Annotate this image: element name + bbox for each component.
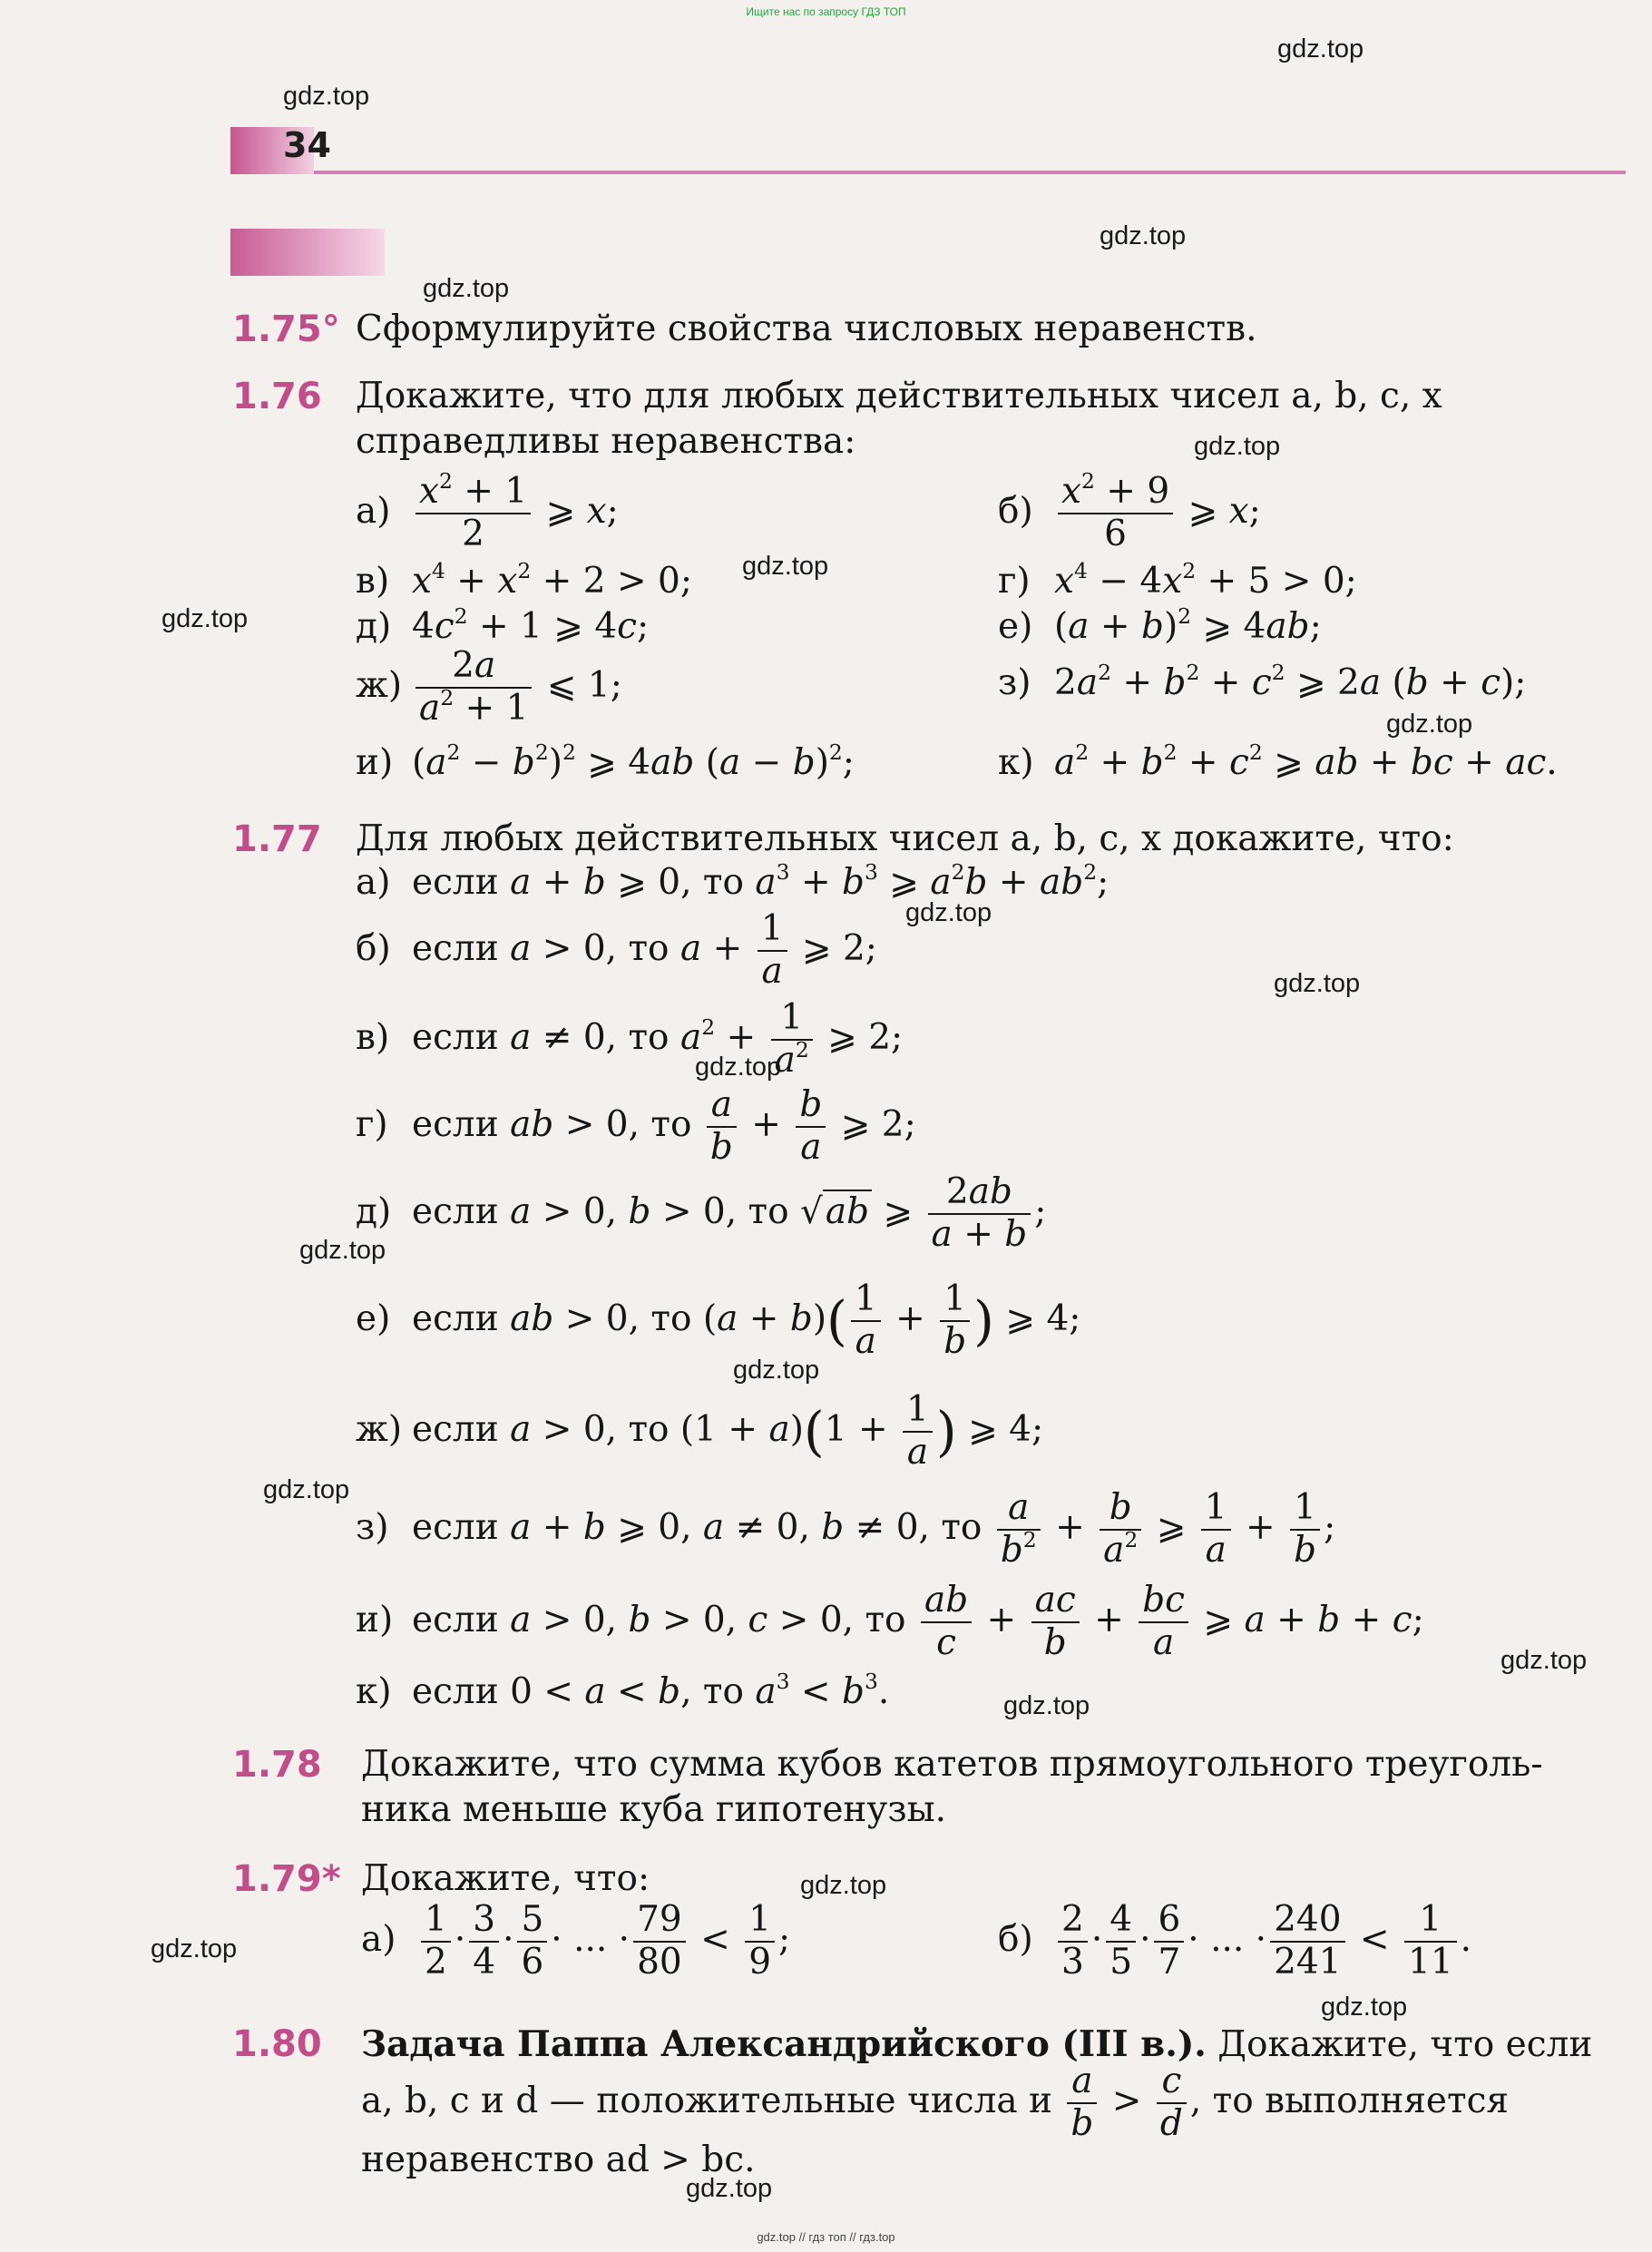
inequality-1-76-e: е) $(a + b)^2$ ⩾ 4ab;	[998, 603, 1322, 647]
inequality-1-76-d: д) $4c^2 + 1$ ⩾ 4c;	[356, 603, 650, 647]
watermark: gdz.top	[151, 1934, 238, 1963]
inequality-1-76-z: з) $2a^2 + b^2 + c^2$ ⩾ 2a (b + c);	[998, 660, 1527, 703]
problem-number-1-75: 1.75°	[232, 308, 340, 350]
statement-1-77-zh: ж) если a > 0, то (1 + a)(1 + $\frac{1}{a}$ ) ⩾ 4;	[356, 1389, 1044, 1473]
watermark: gdz.top	[742, 552, 829, 581]
header-rule	[314, 171, 1626, 174]
watermark: gdz.top	[423, 274, 510, 303]
section-color-bar	[230, 229, 385, 276]
top-note: Ищите нас по запросу ГДЗ ТОП	[746, 5, 906, 18]
watermark: gdz.top	[263, 1475, 350, 1504]
watermark: gdz.top	[1274, 969, 1361, 998]
watermark: gdz.top	[733, 1356, 820, 1385]
statement-1-77-a: а) если a + b ⩾ 0, то $a^3 + b^3$ ⩾ $a^2b + ab^2$;	[356, 859, 1109, 903]
problem-number-1-78: 1.78	[232, 1744, 322, 1786]
watermark: gdz.top	[695, 1053, 782, 1082]
watermark: gdz.top	[1277, 34, 1364, 64]
watermark: gdz.top	[1386, 710, 1473, 739]
watermark: gdz.top	[1100, 221, 1187, 250]
inequality-1-76-zh: ж) $\frac{2a}{a^2 + 1}$ ⩽ 1;	[356, 645, 622, 729]
inequality-1-76-a: а) $\frac{x^2 + 1}{2}$ ⩾ x;	[356, 468, 619, 554]
watermark: gdz.top	[1321, 1993, 1408, 2022]
watermark: gdz.top	[800, 1871, 887, 1900]
inequality-1-79-a: а) $\frac{1}{2}$ · $\frac{3}{4}$ · $\frac{5}{6}$ · ... · $\frac{79}{80}$ < $\frac{1}{9}$ ;	[361, 1899, 791, 1983]
bottom-note: gdz.top // гдз топ // гдз.top	[757, 2230, 895, 2244]
statement-1-77-b: б) если a > 0, то a + $\frac{1}{a}$ ⩾ 2;	[356, 908, 877, 992]
problem-text-1-76-line1: Докажите, что для любых действительных чисел a, b, c, x	[356, 376, 1442, 416]
problem-text-1-76-line2: справедливы неравенства:	[356, 421, 856, 462]
problem-number-1-79: 1.79*	[232, 1858, 341, 1900]
watermark: gdz.top	[299, 1236, 386, 1265]
problem-number-1-77: 1.77	[232, 818, 322, 860]
problem-text-1-77: Для любых действительных чисел a, b, c, x докажите, что:	[356, 818, 1454, 859]
inequality-1-79-b: б) $\frac{2}{3}$ · $\frac{4}{5}$ · $\frac{6}{7}$ · ... · $\frac{240}{241}$ < $\frac{1}{11}$ .	[998, 1899, 1472, 1983]
inequality-1-76-k: к) $a^2 + b^2 + c^2$ ⩾ ab + bc + ac.	[998, 739, 1558, 783]
header-bar	[230, 127, 1628, 174]
problem-text-1-78-line2: ника меньше куба гипотенузы.	[361, 1789, 947, 1830]
watermark: gdz.top	[905, 898, 992, 927]
watermark: gdz.top	[1500, 1646, 1588, 1675]
problem-number-1-76: 1.76	[232, 376, 322, 417]
inequality-1-76-i: и) $(a^2 - b^2)^2$ ⩾ 4ab $(a - b)^2$;	[356, 739, 855, 783]
problem-text-1-78-line1: Докажите, что сумма кубов катетов прямоугольного треуголь-	[361, 1744, 1543, 1785]
watermark: gdz.top	[283, 82, 370, 111]
statement-1-77-e: е) если ab > 0, то (a + b)( $\frac{1}{a}$ + $\frac{1}{b}$ ) ⩾ 4;	[356, 1278, 1081, 1362]
watermark: gdz.top	[686, 2174, 773, 2203]
watermark: gdz.top	[161, 604, 249, 633]
statement-1-77-i: и) если a > 0, b > 0, c > 0, то $\frac{ab}{c}$ + $\frac{ac}{b}$ + $\frac{bc}{a}$ ⩾ a + b + c;	[356, 1580, 1424, 1663]
watermark: gdz.top	[1003, 1691, 1090, 1720]
problem-text-1-79: Докажите, что:	[361, 1858, 650, 1899]
statement-1-77-v: в) если a ≠ 0, то $a^2$ + $\frac{1}{a^2}$ ⩾ 2;	[356, 997, 904, 1081]
problem-1-80-title: Задача Паппа Александрийского (III в.).	[361, 2023, 1207, 2065]
problem-text-1-80-line2: a, b, c и d — положительные числа и $\frac{a}{b}$ > $\frac{c}{d}$ , то выполняется	[361, 2061, 1510, 2144]
problem-text-1-75: Сформулируйте свойства числовых неравенств.	[356, 308, 1257, 349]
statement-1-77-g: г) если ab > 0, то $\frac{a}{b}$ + $\frac{b}{a}$ ⩾ 2;	[356, 1084, 916, 1168]
inequality-1-76-g: г) $x^4 - 4x^2 + 5 > 0$;	[998, 558, 1357, 602]
watermark: gdz.top	[1194, 432, 1281, 461]
statement-1-77-k: к) если 0 < a < b, то $a^3 < b^3$.	[356, 1669, 890, 1712]
inequality-1-76-b: б) $\frac{x^2 + 9}{6}$ ⩾ x;	[998, 468, 1261, 554]
problem-text-1-80-line1: Задача Паппа Александрийского (III в.). Докажите, что если	[361, 2023, 1593, 2065]
problem-number-1-80: 1.80	[232, 2023, 322, 2065]
page-number: 34	[283, 125, 331, 165]
problem-text-1-80-line3: неравенство ad > bc.	[361, 2139, 756, 2180]
statement-1-77-d: д) если a > 0, b > 0, то √ab ⩾ $\frac{2ab}{a + b}$ ;	[356, 1171, 1047, 1255]
statement-1-77-z: з) если a + b ⩾ 0, a ≠ 0, b ≠ 0, то $\frac{a}{b^2}$ + $\frac{b}{a^2}$ ⩾ $\frac{1}{a}$ + $\frac{1}{b}$ ;	[356, 1487, 1336, 1571]
inequality-1-76-v: в) $x^4 + x^2 + 2 > 0$;	[356, 558, 692, 602]
